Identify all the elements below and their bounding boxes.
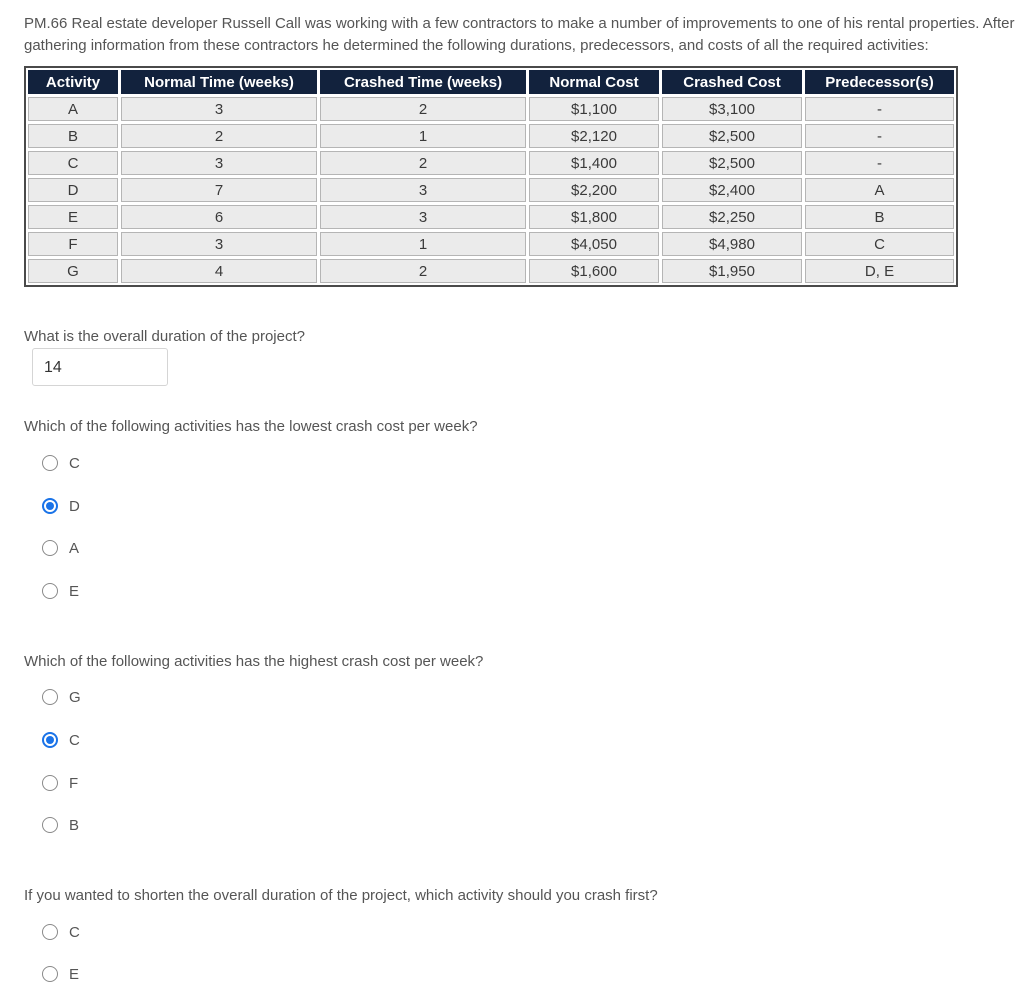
problem-statement bbox=[24, 13, 1024, 57]
problem-statement-line-1: PM.66 Real estate developer Russell Call was working with a few contractors to make a number of improvements to one of his rental properties. After bbox=[24, 15, 1015, 32]
radio-button[interactable] bbox=[42, 583, 58, 599]
cell-normal-cost: $1,800 bbox=[529, 205, 659, 229]
header-crashed-cost: Crashed Cost bbox=[662, 70, 802, 94]
cell-activity: C bbox=[28, 151, 118, 175]
cell-crashed-cost: $4,980 bbox=[662, 232, 802, 256]
table-row bbox=[28, 232, 954, 256]
cell-normal-time: 2 bbox=[121, 124, 317, 148]
table-row bbox=[28, 259, 954, 283]
cell-normal-time: 6 bbox=[121, 205, 317, 229]
header-normal-time: Normal Time (weeks) bbox=[121, 70, 317, 94]
cell-normal-cost: $1,400 bbox=[529, 151, 659, 175]
question-highest-crash-cost: Which of the following activities has the highest crash cost per week? bbox=[24, 653, 484, 670]
cell-crashed-time: 1 bbox=[320, 232, 526, 256]
table-row bbox=[28, 97, 954, 121]
cell-predecessors: A bbox=[805, 178, 954, 202]
header-predecessors: Predecessor(s) bbox=[805, 70, 954, 94]
option-label: E bbox=[69, 582, 80, 600]
question-lowest-crash-cost: Which of the following activities has the lowest crash cost per week? bbox=[24, 418, 478, 435]
option-label: F bbox=[69, 774, 79, 792]
radio-button[interactable] bbox=[42, 817, 58, 833]
project-duration-input[interactable]: 14 bbox=[32, 348, 168, 386]
option-label: C bbox=[69, 731, 80, 749]
option-label: B bbox=[69, 816, 80, 834]
radio-button[interactable] bbox=[42, 775, 58, 791]
question-crash-first: If you wanted to shorten the overall duration of the project, which activity should you crash first? bbox=[24, 887, 658, 904]
radio-button[interactable] bbox=[42, 924, 58, 940]
table-header-row bbox=[28, 70, 954, 94]
cell-activity: G bbox=[28, 259, 118, 283]
cell-predecessors: - bbox=[805, 97, 954, 121]
lowest-crash-option[interactable] bbox=[42, 454, 80, 472]
option-label: E bbox=[69, 965, 80, 983]
cell-crashed-cost: $3,100 bbox=[662, 97, 802, 121]
cell-normal-cost: $1,600 bbox=[529, 259, 659, 283]
cell-activity: A bbox=[28, 97, 118, 121]
cell-crashed-time: 1 bbox=[320, 124, 526, 148]
cell-normal-cost: $2,120 bbox=[529, 124, 659, 148]
cell-normal-cost: $1,100 bbox=[529, 97, 659, 121]
cell-crashed-cost: $2,500 bbox=[662, 124, 802, 148]
cell-activity: D bbox=[28, 178, 118, 202]
option-label: G bbox=[69, 688, 81, 706]
cell-normal-time: 3 bbox=[121, 97, 317, 121]
cell-activity: B bbox=[28, 124, 118, 148]
highest-crash-option[interactable] bbox=[42, 816, 79, 834]
cell-activity: E bbox=[28, 205, 118, 229]
table-row bbox=[28, 151, 954, 175]
header-crashed-time: Crashed Time (weeks) bbox=[320, 70, 526, 94]
lowest-crash-option[interactable] bbox=[42, 497, 80, 515]
radio-button[interactable] bbox=[42, 455, 58, 471]
radio-button-selected[interactable] bbox=[42, 732, 58, 748]
radio-button[interactable] bbox=[42, 966, 58, 982]
cell-crashed-time: 3 bbox=[320, 178, 526, 202]
option-label: C bbox=[69, 923, 80, 941]
cell-predecessors: - bbox=[805, 151, 954, 175]
cell-crashed-time: 3 bbox=[320, 205, 526, 229]
table-row bbox=[28, 178, 954, 202]
activity-table-frame bbox=[24, 66, 958, 287]
option-label: C bbox=[69, 454, 80, 472]
problem-statement-line-2: gathering information from these contractors he determined the following durations, predecessors, and costs of all the required activities: bbox=[24, 37, 929, 54]
cell-crashed-cost: $1,950 bbox=[662, 259, 802, 283]
cell-predecessors: D, E bbox=[805, 259, 954, 283]
cell-crashed-time: 2 bbox=[320, 97, 526, 121]
table-row bbox=[28, 205, 954, 229]
table-row bbox=[28, 124, 954, 148]
crash-first-option[interactable] bbox=[42, 965, 79, 983]
radio-button-selected[interactable] bbox=[42, 498, 58, 514]
cell-normal-time: 3 bbox=[121, 151, 317, 175]
cell-crashed-cost: $2,500 bbox=[662, 151, 802, 175]
cell-predecessors: - bbox=[805, 124, 954, 148]
radio-button[interactable] bbox=[42, 540, 58, 556]
header-activity: Activity bbox=[28, 70, 118, 94]
cell-crashed-time: 2 bbox=[320, 259, 526, 283]
highest-crash-option[interactable] bbox=[42, 688, 81, 706]
cell-predecessors: C bbox=[805, 232, 954, 256]
cell-predecessors: B bbox=[805, 205, 954, 229]
cell-normal-cost: $4,050 bbox=[529, 232, 659, 256]
option-label: D bbox=[69, 497, 80, 515]
header-normal-cost: Normal Cost bbox=[529, 70, 659, 94]
cell-normal-cost: $2,200 bbox=[529, 178, 659, 202]
cell-crashed-cost: $2,400 bbox=[662, 178, 802, 202]
activity-table bbox=[25, 67, 957, 286]
cell-normal-time: 7 bbox=[121, 178, 317, 202]
cell-crashed-time: 2 bbox=[320, 151, 526, 175]
highest-crash-option[interactable] bbox=[42, 731, 80, 749]
cell-activity: F bbox=[28, 232, 118, 256]
radio-button[interactable] bbox=[42, 689, 58, 705]
option-label: A bbox=[69, 539, 80, 557]
cell-normal-time: 4 bbox=[121, 259, 317, 283]
cell-crashed-cost: $2,250 bbox=[662, 205, 802, 229]
highest-crash-option[interactable] bbox=[42, 774, 78, 792]
crash-first-option[interactable] bbox=[42, 923, 80, 941]
lowest-crash-option[interactable] bbox=[42, 539, 79, 557]
lowest-crash-option[interactable] bbox=[42, 582, 79, 600]
question-project-duration: What is the overall duration of the project? bbox=[24, 328, 305, 345]
cell-normal-time: 3 bbox=[121, 232, 317, 256]
